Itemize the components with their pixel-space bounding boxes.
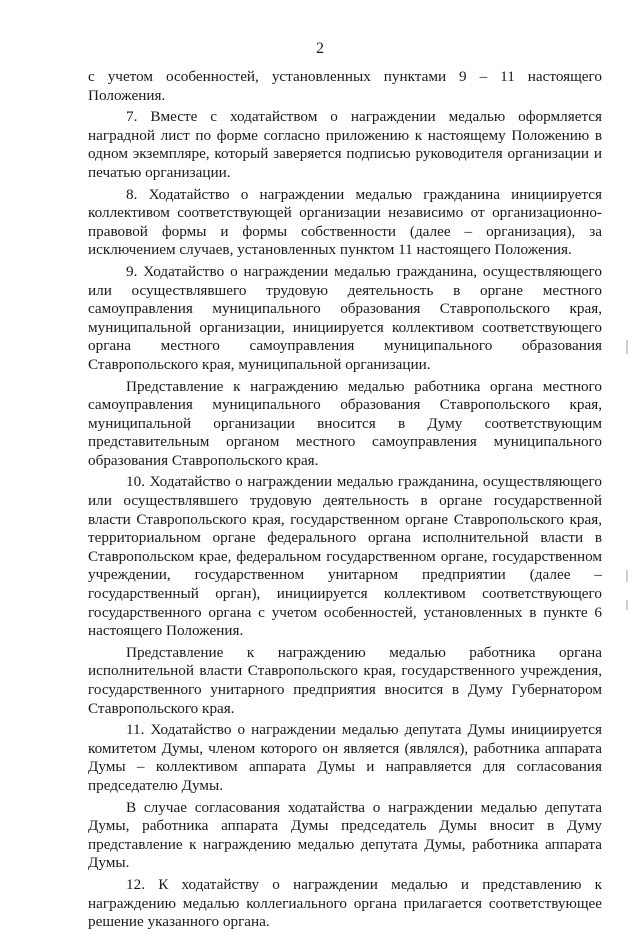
paragraph-item-7: 7. Вместе с ходатайством о награждении медалью оформляется наградной лист по форме согласно приложению к настоящему Положению в одном экземпляре, который заверяется подписью руководителя организации и печатью организации.: [88, 108, 602, 181]
page-number: 2: [316, 40, 324, 57]
paragraph-item-11-approval: В случае согласования ходатайства о награждении медалью депутата Думы, работника аппарата Думы председатель Думы вносит в Думу представление к награждению медалью депутата Думы, работника аппарата Думы.: [88, 798, 602, 872]
scan-edge-mark: [626, 600, 628, 610]
paragraph-item-12: 12. К ходатайству о награждении медалью и представлению к награждению медалью коллегиального органа прилагается соответствующее решение указанного органа.: [88, 875, 602, 931]
paragraph-item-10-submission: Представление к награждению медалью работника органа исполнительной власти Ставропольского края, государственного учреждения, государственного унитарного предприятия вносится в Думу Губернатором Ставропольского края.: [88, 643, 602, 717]
scan-edge-mark: [626, 340, 628, 354]
paragraph-continuation: с учетом особенностей, установленных пунктами 9 – 11 настоящего Положения.: [88, 68, 602, 104]
scan-edge-mark: [626, 570, 628, 582]
paragraph-item-10: 10. Ходатайство о награждении медалью гражданина, осуществляющего или осуществлявшего трудовую деятельность в органе государственной власти Ставропольского края, государственном органе Ставропольского края, территориальном органе федерального органа исполнительной власти в Ставропольском крае, федеральном государственном органе, государственном учреждении, государственном унитарном предприятии (далее – государственный орган), инициируется коллективом соответствующего государственного органа с учетом особенностей, установленных в пункте 6 настоящего Положения.: [88, 473, 602, 640]
paragraph-item-11: 11. Ходатайство о награждении медалью депутата Думы инициируется комитетом Думы, членом которого он является (являлся), работника аппарата Думы – коллективом аппарата Думы и направляется для согласования председателю Думы.: [88, 721, 602, 794]
paragraph-item-9: 9. Ходатайство о награждении медалью гражданина, осуществляющего или осуществлявшего трудовую деятельность в органе местного самоуправления муниципального образования Ставропольского края, муниципальной организации, инициируется коллективом соответствующего органа местного самоуправления муниципального образования Ставропольского края, муниципальной организации.: [88, 262, 602, 373]
paragraph-item-8: 8. Ходатайство о награждении медалью гражданина инициируется коллективом соответствующей организации независимо от организационно-правовой формы и формы собственности (далее – организация), за исключением случаев, установленных пунктом 11 настоящего Положения.: [88, 185, 602, 259]
paragraph-item-9-submission: Представление к награждению медалью работника органа местного самоуправления муниципального образования Ставропольского края, муниципальной организации вносится в Думу соответствующим представительным органом местного самоуправления муниципального образования Ставропольского края.: [88, 377, 602, 469]
document-body: [88, 68, 602, 935]
